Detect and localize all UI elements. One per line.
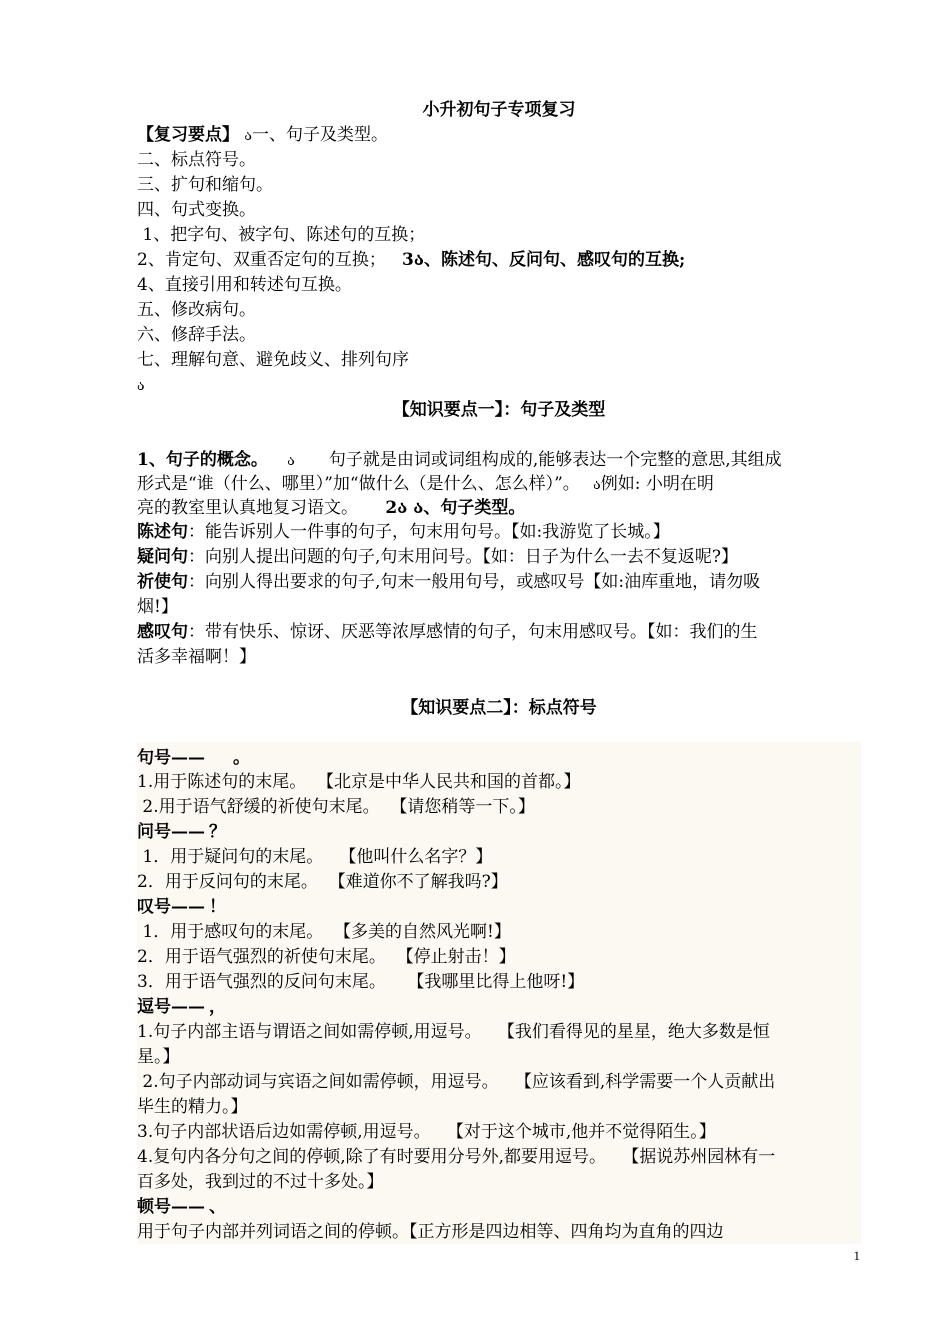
mark-use: 1.用于陈述句的末尾。 【北京是中华人民共和国的首都。】 <box>137 772 581 792</box>
outline-header <box>137 123 861 148</box>
sentence-type-row <box>137 620 861 644</box>
mark-name: 句号—— <box>137 748 205 768</box>
types-label: 2ა ა、句子类型。 <box>385 498 526 518</box>
outline-label: 【复习要点】 <box>137 125 239 145</box>
mark-heading <box>137 995 861 1019</box>
sentence-type-name: 感叹句 <box>137 622 188 642</box>
outline-item-row <box>137 248 861 272</box>
concept-line-3 <box>137 496 861 520</box>
mark-heading <box>137 746 861 770</box>
mark-use: 3．用于语气强烈的反问句末尾。 【我哪里比得上他呀!】 <box>137 972 585 992</box>
sentence-type-text: ：向别人提出问题的句子,句末用问号。【如：日子为什么一去不复返呢?】 <box>188 547 739 567</box>
concept-line-1 <box>137 448 861 473</box>
mark-use: 1.句子内部主语与谓语之间如需停顿,用逗号。 【我们看得见的星星，绝大多数是恒 <box>137 1022 770 1042</box>
document-title: 小升初句子专项复习 <box>422 100 576 120</box>
mark-symbol: ？ <box>209 822 226 842</box>
sentence-type-name: 陈述句 <box>137 522 188 542</box>
sentence-type-text: ：向别人得出要求的句子,句末一般用句号，或感叹号【如:油库重地，请勿吸 <box>188 572 761 592</box>
sentence-type-name: 祈使句 <box>137 572 188 592</box>
mark-name: 叹号—— <box>137 897 205 917</box>
outline-item: 1、把字句、被字句、陈述句的互换； <box>137 225 426 245</box>
mark-symbol: 、 <box>209 1197 226 1217</box>
mark-name: 顿号—— <box>137 1197 205 1217</box>
mark-use: 2．用于语气强烈的祈使句末尾。 【停止射击！】 <box>137 947 516 967</box>
mark-use: 4.复句内各分句之间的停顿,除了有时要用分号外,都要用逗号。 【据说苏州园林有一 <box>137 1147 776 1167</box>
concept-line-2 <box>137 472 861 497</box>
mark-use: 3.句子内部状语后边如需停顿,用逗号。 【对于这个城市,他并不觉得陌生。】 <box>137 1122 716 1142</box>
outline-item: 4、直接引用和转述句互换。 <box>137 275 352 295</box>
mark-use: 1．用于感叹句的末尾。 【多美的自然风光啊!】 <box>137 922 511 942</box>
mark-use: 用于句子内部并列词语之间的停顿。【正方形是四边相等、四角均为直角的四边 <box>137 1222 724 1242</box>
example-text: 例如: 小明在明 <box>600 474 714 494</box>
mark-use: 2.句子内部动词与宾语之间如需停顿，用逗号。 【应该看到,科学需要一个人贡献出 <box>137 1072 776 1092</box>
outline-item: 二、标点符号。 <box>137 150 256 170</box>
mark-heading <box>137 820 861 844</box>
concept-text: 形式是“谁（什么、哪里）”加“做什么（是什么、怎么样）”。 <box>137 474 580 494</box>
mark-symbol: 。 <box>233 748 250 768</box>
outline-item: 七、理解句意、避免歧义、排列句序 <box>137 350 409 370</box>
sentence-type-cont: 活多幸福啊！】 <box>137 647 256 667</box>
outline-first-item: 一、句子及类型。 <box>251 125 388 145</box>
sentence-type-row <box>137 520 861 544</box>
mark-name: 问号—— <box>137 822 205 842</box>
outline-item: 3ა、陈述句、反问句、感叹句的互换; <box>402 250 686 270</box>
sentence-type-cont: 烟!】 <box>137 597 178 617</box>
mark-symbol: ！ <box>209 897 226 917</box>
sentence-type-name: 疑问句 <box>137 547 188 567</box>
mark-use: 毕生的精力。】 <box>137 1097 248 1117</box>
mark-name: 逗号—— <box>137 997 205 1017</box>
sentence-type-row <box>137 570 861 594</box>
concept-text: 亮的教室里认真地复习语文。 <box>137 498 358 518</box>
mark-use: 2.用于语气舒缓的祈使句末尾。 【请您稍等一下。】 <box>137 797 535 817</box>
outline-item: 五、修改病句。 <box>137 300 256 320</box>
concept-label: 1、句子的概念。 <box>137 450 268 470</box>
mark-use: 2．用于反问句的末尾。 【难道你不了解我吗?】 <box>137 872 508 892</box>
concept-text: 句子就是由词或词组构成的,能够表达一个完整的意思,其组成 <box>328 450 782 470</box>
example-marker: ა <box>593 477 601 493</box>
mark-use: 星。】 <box>137 1047 180 1067</box>
sentence-type-text: ：带有快乐、惊讶、厌恶等浓厚感情的句子，句末用感叹号。【如：我们的生 <box>188 622 758 642</box>
sentence-type-row <box>137 545 861 569</box>
mark-heading <box>137 1195 861 1219</box>
outline-trailing-marker: ა <box>137 378 145 394</box>
mark-use: 1．用于疑问句的末尾。 【他叫什么名字？】 <box>137 847 493 867</box>
section1-heading: 【知识要点一】：句子及类型 <box>392 400 606 420</box>
outline-marker: ა <box>244 128 252 144</box>
outline-item: 三、扩句和缩句。 <box>137 175 273 195</box>
mark-use: 百多处，我到过的不过十多处。】 <box>137 1172 384 1192</box>
concept-marker: ა <box>287 453 295 469</box>
mark-heading <box>137 895 861 919</box>
section2-heading: 【知识要点二】：标点符号 <box>401 698 597 718</box>
page-number: 1 <box>853 1248 860 1263</box>
mark-symbol: ， <box>209 997 226 1017</box>
outline-item: 四、句式变换。 <box>137 200 256 220</box>
sentence-type-text: ：能告诉别人一件事的句子，句末用句号。【如:我游览了长城。】 <box>188 522 670 542</box>
outline-item: 2、肯定句、双重否定句的互换； <box>137 250 386 270</box>
outline-item: 六、修辞手法。 <box>137 325 256 345</box>
